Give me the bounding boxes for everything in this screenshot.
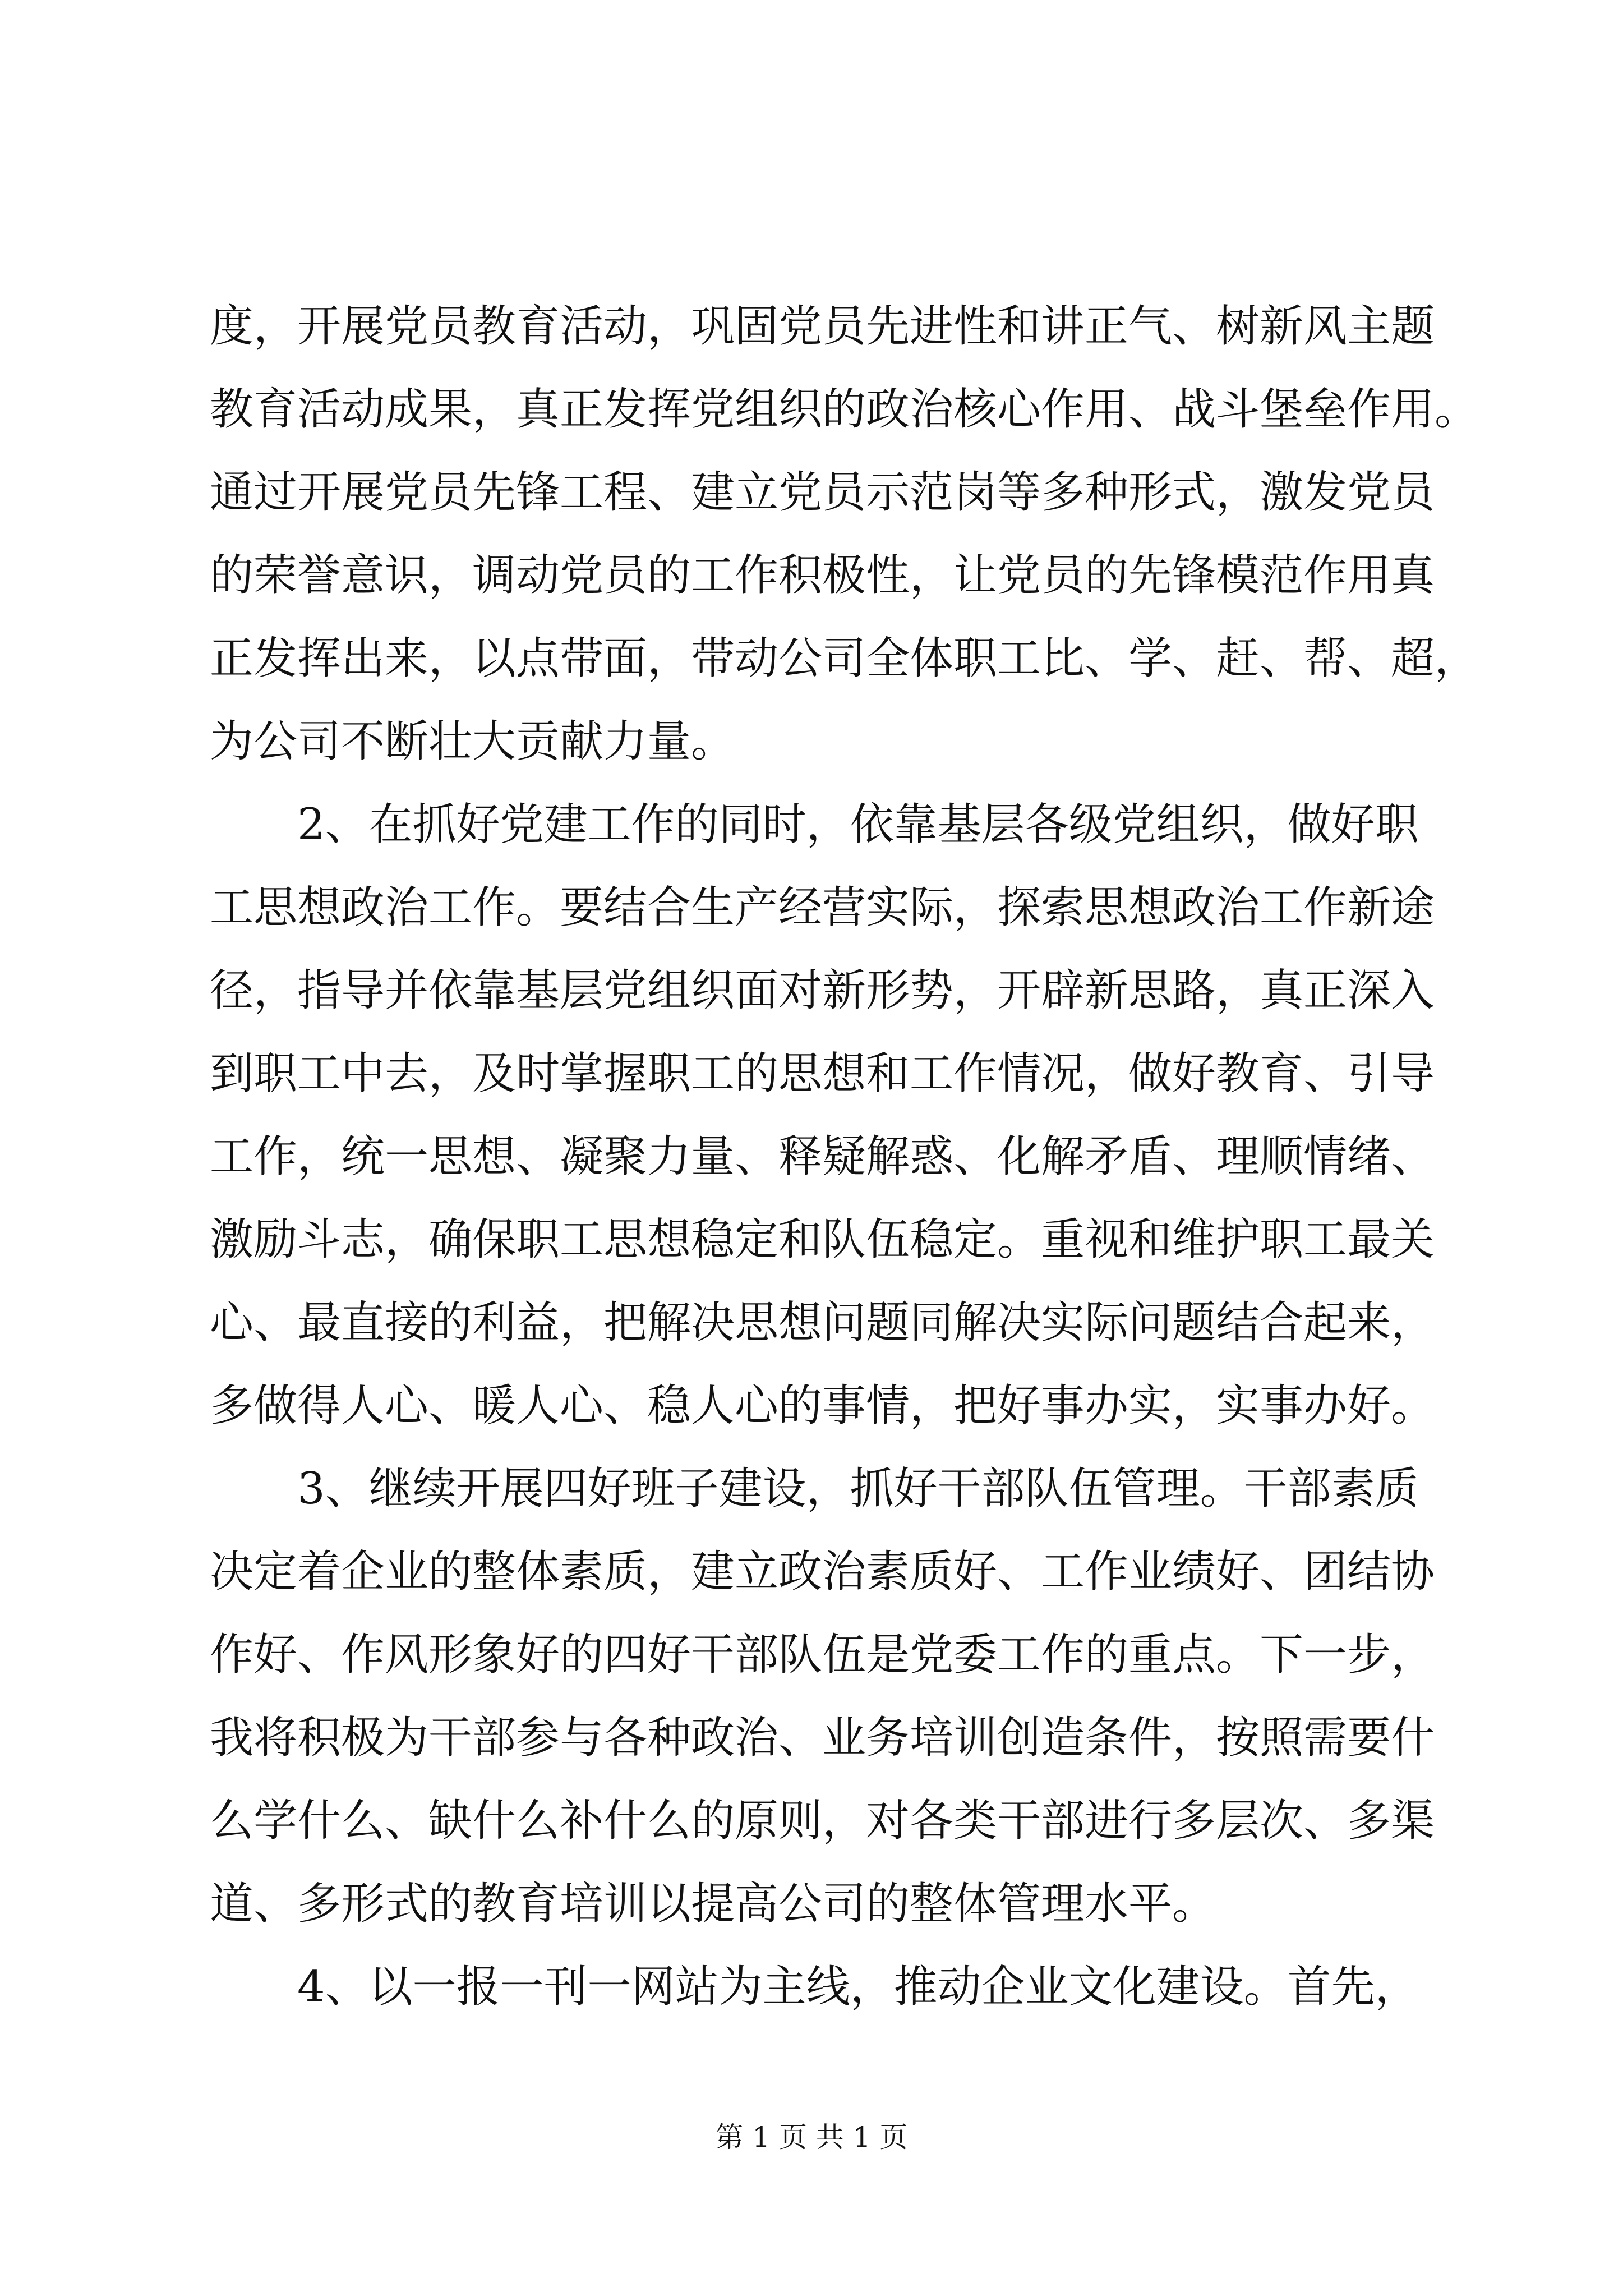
text-line: 正发挥出来，以点带面，带动公司全体职工比、学、赶、帮、超， <box>210 633 1479 684</box>
body-text <box>210 285 1479 2028</box>
text-line: 激励斗志，确保职工思想稳定和队伍稳定。重视和维护职工最关 <box>210 1214 1435 1265</box>
text-line: 4、以一报一刊一网站为主线，推动企业文化建设。首先， <box>297 1962 1419 2012</box>
text-line: 度，开展党员教育活动，巩固党员先进性和讲正气、树新风主题 <box>210 301 1435 352</box>
text-line: 么学什么、缺什么补什么的原则，对各类干部进行多层次、多渠 <box>210 1796 1435 1846</box>
page-footer: 第 1 页 共 1 页 <box>715 2121 908 2154</box>
text-line: 的荣誉意识，调动党员的工作积极性，让党员的先锋模范作用真 <box>210 550 1435 601</box>
text-line: 工思想政治工作。要结合生产经营实际，探索思想政治工作新途 <box>210 882 1435 933</box>
text-line: 为公司不断壮大贡献力量。 <box>210 716 735 767</box>
text-line: 2、在抓好党建工作的同时，依靠基层各级党组织，做好职 <box>297 799 1419 850</box>
text-line: 多做得人心、暖人心、稳人心的事情，把好事办实，实事办好。 <box>210 1381 1435 1431</box>
text-line: 径，指导并依靠基层党组织面对新形势，开辟新思路，真正深入 <box>210 965 1435 1016</box>
text-line: 决定着企业的整体素质，建立政治素质好、工作业绩好、团结协 <box>210 1547 1435 1597</box>
text-line: 到职工中去，及时掌握职工的思想和工作情况，做好教育、引导 <box>210 1048 1435 1099</box>
text-line: 3、继续开展四好班子建设，抓好干部队伍管理。干部素质 <box>297 1464 1419 1514</box>
text-line: 我将积极为干部参与各种政治、业务培训创造条件，按照需要什 <box>210 1713 1435 1763</box>
text-line: 通过开展党员先锋工程、建立党员示范岗等多种形式，激发党员 <box>210 467 1435 518</box>
text-line: 工作，统一思想、凝聚力量、释疑解惑、化解矛盾、理顺情绪、 <box>210 1131 1435 1182</box>
text-line: 教育活动成果，真正发挥党组织的政治核心作用、战斗堡垒作用。 <box>210 384 1479 435</box>
text-line: 心、最直接的利益，把解决思想问题同解决实际问题结合起来， <box>210 1297 1435 1348</box>
text-line: 道、多形式的教育培训以提高公司的整体管理水平。 <box>210 1879 1216 1929</box>
text-line: 作好、作风形象好的四好干部队伍是党委工作的重点。下一步， <box>210 1630 1435 1680</box>
